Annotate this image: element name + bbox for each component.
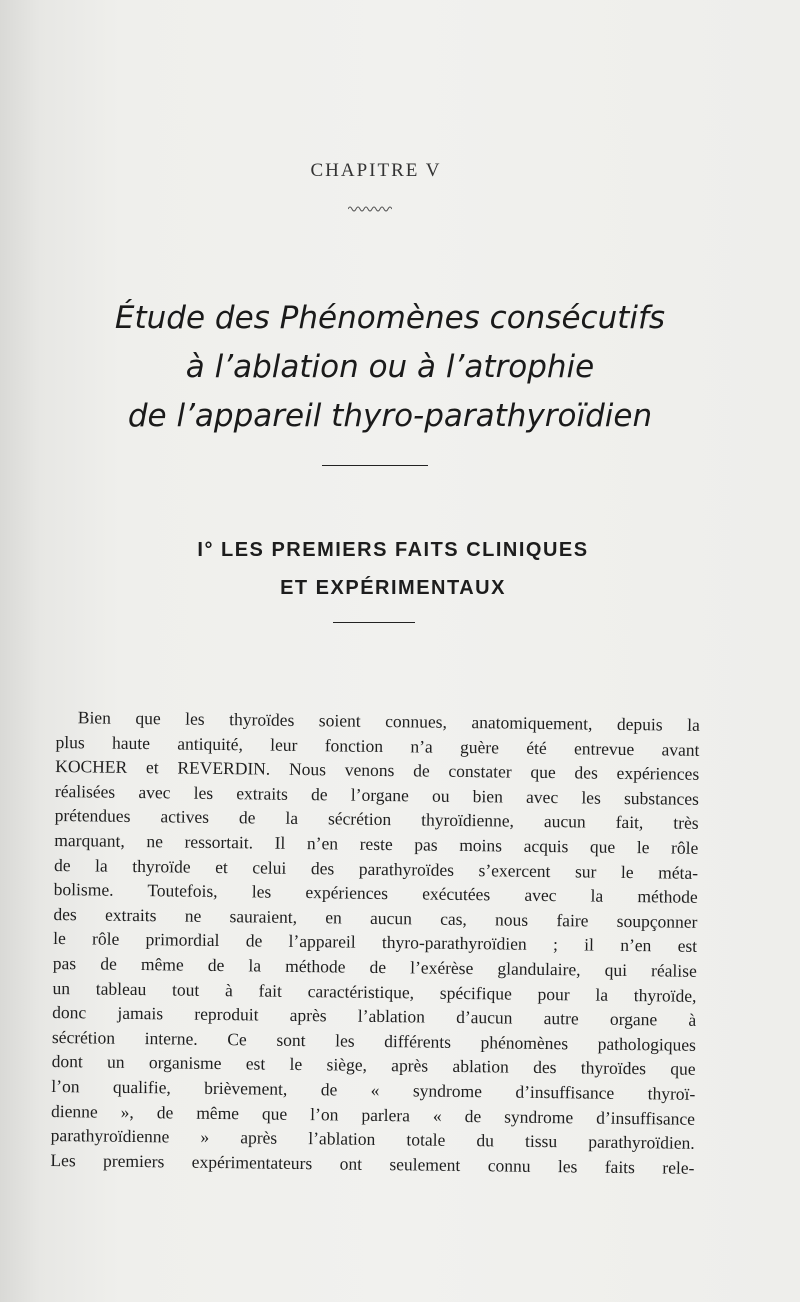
wavy-ornament-icon xyxy=(348,204,392,214)
body-line: le rôle primordial de l’appareil thyro-parathyroïdien ; il n’en est xyxy=(53,928,698,957)
body-line: sécrétion interne. Ce sont les différents phénomènes pathologiques xyxy=(51,1026,697,1055)
body-line: un tableau tout à fait caractéristique, spécifique pour la thyroïde, xyxy=(52,977,697,1006)
body-line: donc jamais reproduit après l’ablation d’aucun autre organe à xyxy=(52,1002,697,1030)
section-heading xyxy=(96,531,690,607)
body-line: KOCHER et REVERDIN. Nous venons de constater que des expériences xyxy=(55,756,700,785)
body-line: Les premiers expérimentateurs ont seulement connu les faits rele- xyxy=(50,1149,695,1178)
body-line: bolisme. Toutefois, les expériences exécutées avec la méthode xyxy=(53,879,698,908)
body-line: pas de même de la méthode de l’exérèse glandulaire, qui réalise xyxy=(52,952,697,981)
body-line: des extraits ne sauraient, en aucun cas, nous faire soupçonner xyxy=(53,903,698,932)
section-divider xyxy=(333,622,415,623)
body-line: dienne », de même que l’on parlera « de syndrome d’insuffisance xyxy=(50,1100,696,1129)
chapter-title-line: Étude des Phénomènes consécutifs xyxy=(114,300,666,336)
body-line: l’on qualifie, brièvement, de « syndrome d’insuffisance thyroï- xyxy=(51,1075,696,1104)
body-line: prétendues actives de la sécrétion thyroïdienne, aucun fait, très xyxy=(54,805,699,834)
body-line: marquant, ne ressortait. Il n’en reste pas moins acquis que le rôle xyxy=(54,829,699,858)
body-line: de la thyroïde et celui des parathyroïdes s’exercent sur le méta- xyxy=(53,854,699,883)
body-paragraph xyxy=(50,705,700,1180)
body-line: Bien que les thyroïdes soient connues, anatomiquement, depuis la xyxy=(77,707,700,735)
chapter-title xyxy=(60,294,720,441)
body-line: plus haute antiquité, leur fonction n’a guère été entrevue avant xyxy=(55,731,700,760)
body-line: dont un organisme est le siège, après ablation des thyroïdes que xyxy=(51,1051,696,1080)
chapter-title-line: de l’appareil thyro-parathyroïdien xyxy=(127,398,653,434)
chapter-label: CHAPITRE V xyxy=(310,160,442,181)
body-line: parathyroïdienne » après l’ablation totale du tissu parathyroïdien. xyxy=(50,1125,695,1153)
chapter-title-line: à l’ablation ou à l’atrophie xyxy=(185,349,595,385)
title-divider xyxy=(322,465,428,466)
section-heading-line: ET EXPÉRIMENTAUX xyxy=(280,577,506,599)
section-heading-line: I° LES PREMIERS FAITS CLINIQUES xyxy=(197,539,589,561)
body-line: réalisées avec les extraits de l’organe ou bien avec les substances xyxy=(54,780,700,809)
